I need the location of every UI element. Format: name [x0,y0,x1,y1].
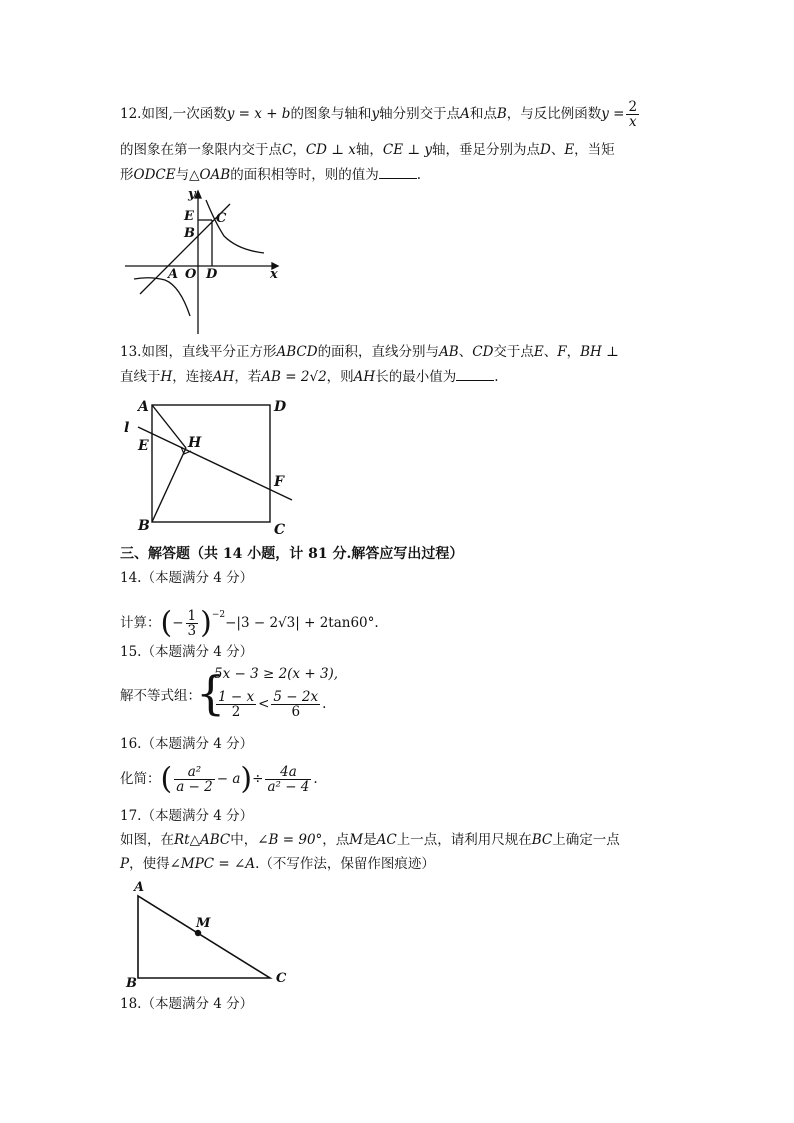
math: − [172,615,184,631]
math: H [160,369,173,385]
math: AB = 2√2 [261,369,327,385]
math: BC [531,832,553,848]
text: 交于点 [493,344,534,360]
math: B [496,106,507,122]
text: 如图，在 [120,832,174,848]
frac-den: 6 [291,704,301,720]
q14-header: 14.（本题满分 4 分） [120,570,254,586]
q16-header: 16.（本题满分 4 分） [120,736,254,752]
label-m: M [196,916,211,931]
label-c: C [274,522,286,538]
math: E [564,142,575,158]
math: . [313,771,318,787]
label-a: A [134,880,145,895]
frac-den: a − 2 [176,779,213,795]
q12-figure [120,186,290,338]
math: Rt△ABC [174,832,231,848]
text: 的面积相等时，则的值为 [230,167,379,183]
math: y = x + b [226,106,291,122]
q17-line1 [120,830,620,850]
hyperbola-branch-1 [206,200,264,253]
fraction-1 [216,690,256,719]
label-b: B [126,976,137,991]
text: .（不写作法，保留作图痕迹） [255,856,435,872]
text: . [494,369,499,385]
paren: ( [160,761,173,797]
frac-den: x [628,114,637,130]
frac-num: 4a [265,765,311,780]
inequality-2 [214,690,326,719]
text: 13.如图，直线平分正方形 [120,344,277,360]
q12-line3 [120,164,421,185]
math: CD [472,344,494,360]
frac-num: 2 [628,99,638,115]
paren: ) [240,761,253,797]
q13-figure [120,394,300,540]
math: CE ⊥ y [382,142,432,158]
q17-figure [120,876,300,992]
segment-bh [152,448,186,522]
text: 轴，垂足分别为点 [431,142,540,158]
text: 和点 [469,106,497,122]
triangle-abc [138,896,270,978]
text: 长的最小值为 [375,369,457,385]
label: 化简： [120,771,161,787]
fraction-2-over-x [626,100,639,129]
text: ，与反比例函数 [506,106,602,122]
math: P [120,856,130,872]
text: 的面积，直线分别与 [317,344,440,360]
math: AB [439,344,459,360]
text: 、 [543,344,558,360]
math: F [557,344,567,360]
hyperbola-branch-2 [134,278,190,316]
y-axis-arrow [195,191,201,198]
math: < [258,696,270,712]
q13-line2 [120,366,499,387]
label-y: y [188,187,196,202]
frac-den: 2 [231,704,241,720]
text: 直线于 [120,369,161,385]
math: AH [353,369,376,385]
label: 计算： [120,615,161,631]
text: . [416,167,422,183]
paren: ( [160,605,173,641]
math: AH [212,369,235,385]
label-o: O [185,267,197,282]
label-a: A [168,267,179,282]
math: −|3 − 2√3| + 2tan60°. [225,615,379,631]
text: ， [292,142,306,158]
frac-num: 5 − 2x [273,689,319,705]
math: A [460,106,470,122]
math: OAB [199,167,231,183]
label-c: C [276,971,287,986]
label-a: A [138,399,149,415]
text: ，当矩 [574,142,615,158]
text: 轴分别交于点 [379,106,461,122]
q14-expression [120,598,379,640]
text: ， [566,344,581,360]
fraction-1-3 [186,609,199,638]
math: ABCD [276,344,318,360]
text: ，若 [234,369,262,385]
label-e: E [184,209,194,224]
text: 形 [120,167,134,183]
math: y = [601,106,625,122]
math: C [282,142,293,158]
frac-num: 1 [187,608,197,624]
text: 中， [230,832,258,848]
q18-header: 18.（本题满分 4 分） [120,996,254,1012]
text: 上确定一点 [552,832,620,848]
label-b: B [184,226,195,241]
math: ÷ [252,771,264,787]
text: 是 [363,832,377,848]
label-l: l [124,420,130,436]
label-c: C [216,211,227,226]
inequality-1: 5x − 3 ≥ 2(x + 3), [214,666,339,682]
frac-num: a² [174,765,215,780]
frac-den: a² − 4 [267,779,310,795]
label-e: E [138,438,149,454]
label-b: B [138,518,150,534]
frac-den: 3 [187,623,197,639]
math: M [349,832,364,848]
math: − a [216,771,241,787]
q17-header: 17.（本题满分 4 分） [120,808,254,824]
exponent: −2 [211,610,226,620]
math: BH ⊥ [580,344,619,360]
text: 与△ [175,167,200,183]
text: 、 [550,142,565,158]
fraction-1 [174,765,215,794]
q17-line2 [120,854,435,874]
text: ，点 [322,832,350,848]
section-3-title: 三、解答题（共 14 小题，计 81 分.解答应写出过程） [120,546,464,562]
text: 的图象在第一象限内交于点 [120,142,282,158]
brace: { [196,666,226,720]
text: 上一点，请利用尺规在 [396,832,532,848]
fraction-2 [265,765,311,794]
text: 、 [458,344,473,360]
label-f: F [274,474,284,490]
q16-expression [120,762,318,796]
label-x: x [270,267,278,282]
text: ，使得 [129,856,170,872]
q13-line1 [120,342,619,362]
text: 12.如图,一次函数 [120,106,227,122]
label-d: D [274,399,287,415]
math: E [533,344,544,360]
math: y [371,106,380,122]
math: AC [376,832,397,848]
q15-header: 15.（本题满分 4 分） [120,644,254,660]
line-l [138,427,292,500]
label-h: H [188,435,202,451]
q12-line2 [120,140,615,160]
answer-blank[interactable] [456,366,494,381]
math: ∠B = 90° [257,832,323,848]
label: 解不等式组： [120,688,201,704]
paren: ) [200,605,212,641]
math: . [322,696,327,712]
math: CD ⊥ x [305,142,356,158]
text: ，连接 [172,369,213,385]
frac-num: 1 − x [218,689,255,705]
fraction-2 [271,690,320,719]
math: ODCE [133,167,176,183]
square-abcd [152,405,270,522]
text: 的图象与轴和 [290,106,372,122]
math: D [539,142,551,158]
q12-line1 [120,100,641,129]
answer-blank[interactable] [379,164,417,179]
text: ，则 [326,369,354,385]
label-d: D [206,267,218,282]
math: ∠MPC = ∠A [169,856,256,872]
text: 轴， [355,142,383,158]
